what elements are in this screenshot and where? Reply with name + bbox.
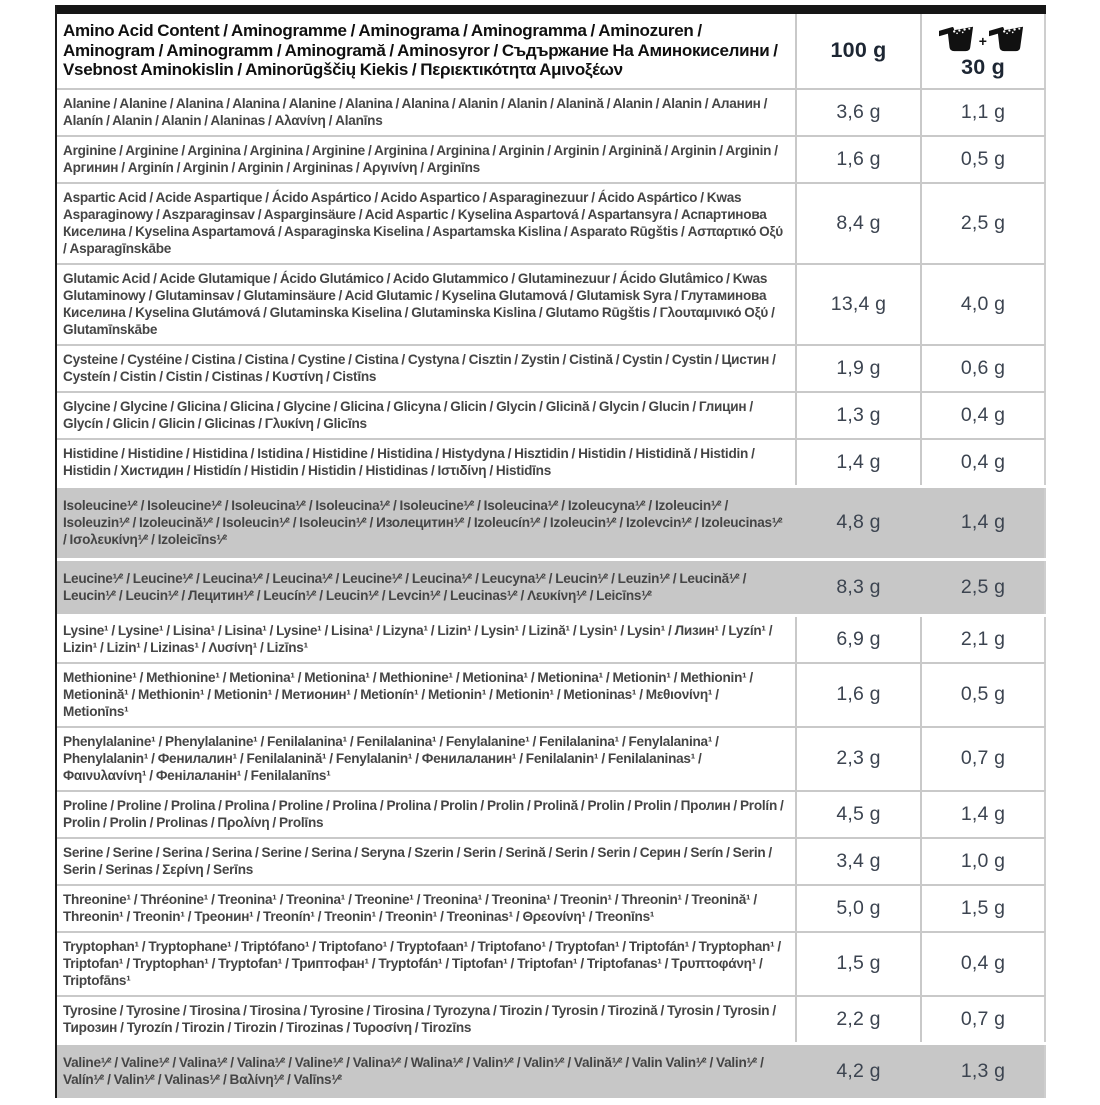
amino-names: Glycine / Glycine / Glicina / Glicina / Glycine / Glicina / Glicyna / Glicin / Glycin / Glicină / Glycin / Glucin / Глицин / Glycín / Glicin / Glicin / Glicinas / Γλυκίνη / Glicīns [63, 398, 753, 431]
value-per-30g: 1,4 g [960, 511, 1006, 533]
value-per-100g: 2,2 g [795, 997, 920, 1042]
table-title: Amino Acid Content / Aminogramme / Aminograma / Aminogramma / Aminozuren / Aminogram / Aminogramm / Aminogramă / Aminosyror / Съдържание На Аминокиселини / Vsebnost Aminokislin / Aminorūgščių Kiekis / Περιεκτικότητα Αμινοξέων [63, 21, 778, 79]
value-per-30g: 1,1 g [920, 90, 1044, 135]
amino-names: Leucine¹⁄² / Leucine¹⁄² / Leucina¹⁄² / Leucina¹⁄² / Leucine¹⁄² / Leucina¹⁄² / Leucyna¹⁄² / Leucin¹⁄² / Leuzin¹⁄² / Leucină¹⁄² / Leucin¹⁄² / Leucin¹⁄² / Лецитин¹⁄² / Leucín¹⁄² / Leucin¹⁄² / Levcin¹⁄² / Leucinas¹⁄² / Λευκίνη¹⁄² / Leicīns¹⁄² [63, 570, 747, 603]
value-per-100g: 2,3 g [795, 728, 920, 790]
table-row [57, 790, 1046, 837]
value-per-100g: 8,3 g [836, 575, 881, 598]
amino-names: Tyrosine / Tyrosine / Tirosina / Tirosina / Tyrosine / Tirosina / Tyrozyna / Tirozin / Tyrosin / Tirozină / Tyrosin / Tyrosin / Тирозин / Tyrozín / Tirozin / Tirozin / Tirozinas / Τυροσίνη / Tirozīns [63, 1002, 776, 1035]
table-row [57, 1045, 1046, 1098]
value-per-30g: 1,3 g [960, 1059, 1006, 1082]
value-per-100g: 1,6 g [795, 664, 920, 726]
value-per-100g: 1,6 g [795, 137, 920, 182]
per-30g-label: 30 g [961, 54, 1005, 79]
per-100g-label: 100 g [830, 38, 887, 63]
value-per-30g: 1,0 g [920, 839, 1044, 884]
scoops-illustration [939, 22, 1027, 54]
table-row [57, 837, 1046, 884]
amino-acid-table [55, 5, 1046, 1098]
value-per-100g: 1,4 g [795, 440, 920, 485]
table-row [57, 438, 1046, 485]
value-per-30g: 1,5 g [920, 886, 1044, 931]
table-row [57, 344, 1046, 391]
amino-names: Tryptophan¹ / Tryptophane¹ / Triptófano¹ / Triptofano¹ / Tryptofaan¹ / Triptofano¹ / Tryptofan¹ / Triptofán¹ / Tryptophan¹ / Triptofan¹ / Tryptophan¹ / Tryptofan¹ / Триптофан¹ / Tryptofán¹ / Tiptofan¹ / Triptofan¹ / Triptofanas¹ / Τρυπτοφάνη¹ / Triptofāns¹ [63, 938, 781, 988]
table-header-row [57, 14, 1046, 88]
amino-names: Methionine¹ / Methionine¹ / Metionina¹ / Metionina¹ / Methionine¹ / Metionina¹ / Metionina¹ / Metionin¹ / Methionin¹ / Metionină¹ / Methionin¹ / Metionin¹ / Метионин¹ / Metionín¹ / Metionin¹ / Metionin¹ / Metioninas¹ / Μεθιονίνη¹ / Metionīns¹ [63, 669, 753, 719]
value-per-30g: 2,5 g [920, 184, 1044, 263]
amino-names: Glutamic Acid / Acide Glutamique / Ácido Glutámico / Acido Glutammico / Glutaminezuur / Ácido Glutâmico / Kwas Glutaminowy / Glutaminsav / Glutaminsäure / Acid Glutamic / Kyselina Glutamová / Glutamisk Syra / Глутаминова Киселина / Kyselina Glutámová / Glutaminska Kiselina / Glutaminska Kislina / Glutamo Rūgštis / Γλουταμινικό Οξύ / Glutamīnskābe [63, 270, 775, 337]
value-per-30g: 0,5 g [920, 137, 1044, 182]
value-per-30g: 0,7 g [920, 997, 1044, 1042]
table-row [57, 263, 1046, 344]
table-row [57, 561, 1046, 614]
value-per-100g: 6,9 g [795, 617, 920, 662]
table-row [57, 88, 1046, 135]
value-per-30g: 0,7 g [920, 728, 1044, 790]
value-per-100g: 1,5 g [795, 933, 920, 995]
amino-names: Threonine¹ / Thréonine¹ / Treonina¹ / Treonina¹ / Treonine¹ / Treonina¹ / Treonina¹ / Treonin¹ / Threonin¹ / Treonină¹ / Threonin¹ / Treonin¹ / Треонин¹ / Treonín¹ / Treonin¹ / Treonin¹ / Treoninas¹ / Θρεονίνη¹ / Treonīns¹ [63, 891, 757, 924]
table-row [57, 182, 1046, 263]
value-per-100g: 1,3 g [795, 393, 920, 438]
table-row [57, 488, 1046, 558]
value-per-30g: 0,4 g [920, 440, 1044, 485]
amino-names: Valine¹⁄² / Valine¹⁄² / Valina¹⁄² / Valina¹⁄² / Valine¹⁄² / Valina¹⁄² / Walina¹⁄² / Valin¹⁄² / Valin¹⁄² / Valină¹⁄² / Valin Valin¹⁄² / Valin¹⁄² / Valín¹⁄² / Valin¹⁄² / Valinas¹⁄² / Βαλίνη¹⁄² / Valīns¹⁄² [63, 1054, 764, 1087]
table-top-border [57, 5, 1046, 14]
value-per-100g: 13,4 g [795, 265, 920, 344]
table-row [57, 617, 1046, 662]
value-per-100g: 3,6 g [795, 90, 920, 135]
table-row [57, 726, 1046, 790]
amino-names: Serine / Serine / Serina / Serina / Serine / Serina / Seryna / Szerin / Serin / Serină / Serin / Serin / Серин / Serín / Serin / Serin / Serinas / Σερίνη / Serīns [63, 844, 772, 877]
scoop-icon [939, 22, 977, 54]
plus-sign: + [978, 32, 988, 49]
table-row [57, 662, 1046, 726]
value-per-30g: 0,5 g [920, 664, 1044, 726]
value-per-30g: 2,1 g [920, 617, 1044, 662]
value-per-100g: 4,5 g [795, 792, 920, 837]
value-per-30g: 1,4 g [920, 792, 1044, 837]
amino-table-body [57, 88, 1046, 1098]
value-per-100g: 5,0 g [795, 886, 920, 931]
scoop-icon [989, 22, 1027, 54]
value-per-100g: 8,4 g [795, 184, 920, 263]
table-row [57, 931, 1046, 995]
value-per-30g: 2,5 g [960, 575, 1006, 598]
value-per-30g: 0,6 g [920, 346, 1044, 391]
amino-names: Proline / Proline / Prolina / Prolina / Proline / Prolina / Prolina / Prolin / Prolin / Prolină / Prolin / Prolin / Пролин / Prolín / Prolin / Prolin / Prolinas / Προλίνη / Prolīns [63, 797, 784, 830]
table-row [57, 135, 1046, 182]
value-per-30g: 0,4 g [920, 933, 1044, 995]
amino-names: Histidine / Histidine / Histidina / Istidina / Histidine / Histidina / Histydyna / Hisztidin / Histidin / Histidină / Histidin / Histidin / Хистидин / Histidín / Histidin / Histidin / Histidinas / Ιστιδίνη / Histidīns [63, 445, 755, 478]
column-header-100g [795, 14, 920, 88]
amino-names: Phenylalanine¹ / Phenylalanine¹ / Fenilalanina¹ / Fenilalanina¹ / Fenylalanine¹ / Fenilalanina¹ / Fenylalanina¹ / Phenylalanin¹ / Фенилалин¹ / Fenilalanină¹ / Fenylalanin¹ / Фенилаланин¹ / Fenilalanin¹ / Fenilalaninas¹ / Φαινυλανίνη¹ / Фенілаланін¹ / Fenilalanīns¹ [63, 733, 719, 783]
amino-names: Isoleucine¹⁄² / Isoleucine¹⁄² / Isoleucina¹⁄² / Isoleucina¹⁄² / Isoleucine¹⁄² / Isoleucina¹⁄² / Izoleucyna¹⁄² / Izoleucin¹⁄² / Isoleuzin¹⁄² / Izoleucină¹⁄² / Isoleucin¹⁄² / Isoleucin¹⁄² / Изолецитин¹⁄² / Izoleucín¹⁄² / Izoleucin¹⁄² / Izolevcin¹⁄² / Izoleucinas¹⁄² / Ισολευκίνη¹⁄² / Izoleicīns¹⁄² [63, 497, 783, 547]
value-per-100g: 1,9 g [795, 346, 920, 391]
value-per-30g: 4,0 g [920, 265, 1044, 344]
value-per-100g: 4,2 g [836, 1059, 881, 1082]
value-per-100g: 3,4 g [795, 839, 920, 884]
amino-names: Lysine¹ / Lysine¹ / Lisina¹ / Lisina¹ / Lysine¹ / Lisina¹ / Lizyna¹ / Lizin¹ / Lysin¹ / Lizină¹ / Lysin¹ / Lysin¹ / Лизин¹ / Lyzín¹ / Lizin¹ / Lizin¹ / Lizinas¹ / Λυσίνη¹ / Lizīns¹ [63, 622, 773, 655]
column-header-30g [920, 14, 1044, 88]
table-row [57, 884, 1046, 931]
amino-names: Alanine / Alanine / Alanina / Alanina / Alanine / Alanina / Alanina / Alanin / Alanin / Alanină / Alanin / Alanin / Аланин / Alanín / Alanin / Alanin / Alaninas / Αλανίνη / Alanīns [63, 95, 768, 128]
table-row [57, 391, 1046, 438]
amino-names: Cysteine / Cystéine / Cistina / Cistina / Cystine / Cistina / Cystyna / Cisztin / Zystin / Cistină / Cystin / Cystin / Цистин / Cysteín / Cistin / Cistin / Cistinas / Κυστίνη / Cistīns [63, 351, 776, 384]
amino-names: Arginine / Arginine / Arginina / Arginina / Arginine / Arginina / Arginina / Arginin / Arginin / Arginină / Arginin / Arginin / Аргинин / Arginín / Arginin / Arginin / Argininas / Αργινίνη / Arginīns [63, 142, 778, 175]
value-per-30g: 0,4 g [920, 393, 1044, 438]
amino-names: Aspartic Acid / Acide Aspartique / Ácido Aspártico / Acido Aspartico / Asparaginezuur / Ácido Aspártico / Kwas Asparaginowy / Aszparaginsav / Asparginsäure / Acid Aspartic / Kyselina Aspartová / Aspartansyra / Аспартинова Киселина / Kyselina Aspartamová / Asparaginska Kiselina / Aspartamska Kislina / Asparato Rūgštis / Ασπαρτικό Οξύ / Asparagīnskābe [63, 189, 783, 256]
table-row [57, 995, 1046, 1042]
value-per-100g: 4,8 g [836, 511, 881, 533]
